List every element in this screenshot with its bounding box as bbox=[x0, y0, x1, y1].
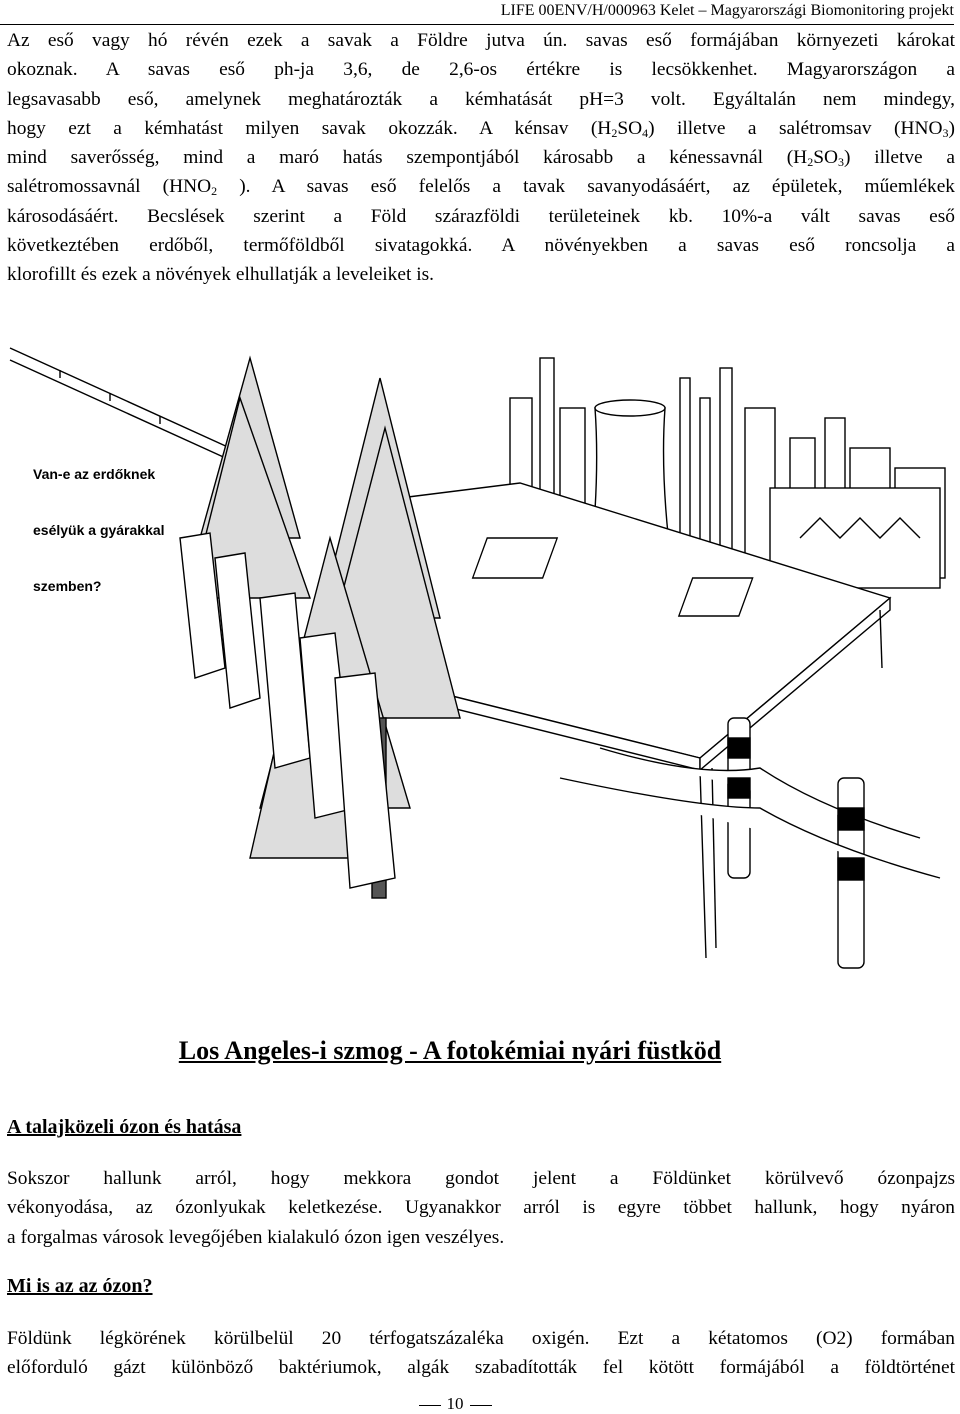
text-line-with-formula: hogy ezt a kémhatást milyen savak okozzák. A kénsav $(H_2SO_4)$ illetve a salétromsav $(HNO_3)$ bbox=[7, 117, 955, 140]
text-line-with-formula: mind saverősség, mind a maró hatás szempontjából károsabb a kénessavnál $(H_2SO_3)$ illetve a bbox=[7, 147, 956, 170]
subsection-title-ozone-effects: A talajközeli ózon és hatása bbox=[7, 1116, 242, 1138]
page-number: 10 bbox=[0, 1394, 910, 1414]
ozone-paragraph bbox=[7, 1164, 955, 1252]
text-line: következtében erdőből, termőföldből sivatagokká. A növényekben a savas eső roncsolja a bbox=[7, 235, 955, 257]
text-line: a forgalmas városok levegőjében kialakuló ózon igen veszélyes. bbox=[7, 1226, 505, 1248]
text-line: klorofillt és ezek a növények elhullatják a leveleiket is. bbox=[7, 264, 434, 286]
text-line: Földünk légkörének körülbelül 20 térfogatszázaléka oxigén. Ezt a kétatomos (O2) formában bbox=[7, 1328, 955, 1349]
illustration-caption-line: esélyük a gyárakkal bbox=[33, 522, 165, 538]
text-line-with-formula: salétromossavnál ($HNO_2$ ). A savas eső felelős a tavak savanyodásáért, az épületek, műemlékek bbox=[7, 176, 955, 199]
header-title: LIFE 00ENV/H/000963 Kelet – Magyarországi Biomonitoring projekt bbox=[500, 2, 954, 19]
text-line: vékonyodása, az ózonlyukak keletkezése. Ugyanakkor arról is egyre többet hallunk, hogy nyáron bbox=[7, 1197, 955, 1219]
intro-paragraph bbox=[7, 26, 955, 290]
fence-left bbox=[10, 348, 230, 460]
text-line: legsavasabb eső, amelynek meghatározták a kémhatását pH=3 volt. Egyáltalán nem mindegy, bbox=[7, 88, 955, 110]
acid-rain-cartoon-illustration bbox=[0, 338, 960, 988]
illustration-caption-line: szemben? bbox=[33, 578, 102, 594]
text-line: előforduló gázt különböző baktériumok, algák szabadították fel kötött formájából a földtörténet bbox=[7, 1357, 955, 1379]
subsection-title-what-is-ozone: Mi is az az ózon? bbox=[7, 1275, 153, 1297]
oxygen-paragraph bbox=[7, 1324, 955, 1383]
text-line: károsodásáért. Becslések szerint a Föld szárazföldi területeinek kb. 10%-a vált savas eső bbox=[7, 205, 955, 227]
text-line: Az eső vagy hó révén ezek a savak a Földre jutva ún. savas eső formájában környezeti károkat bbox=[7, 30, 955, 51]
text-line: okoznak. A savas eső ph-ja 3,6, de 2,6-os értékre is lecsökkenhet. Magyarországon a bbox=[7, 59, 955, 81]
text-line: Sokszor hallunk arról, hogy mekkora gondot jelent a Földünket körülvevő ózonpajzs bbox=[7, 1168, 955, 1189]
running-header bbox=[0, 0, 954, 25]
fence-right bbox=[560, 718, 940, 968]
section-title: Los Angeles-i szmog - A fotokémiai nyári füstköd bbox=[178, 1036, 722, 1065]
illustration-caption-line: Van-e az erdőknek bbox=[33, 466, 156, 482]
